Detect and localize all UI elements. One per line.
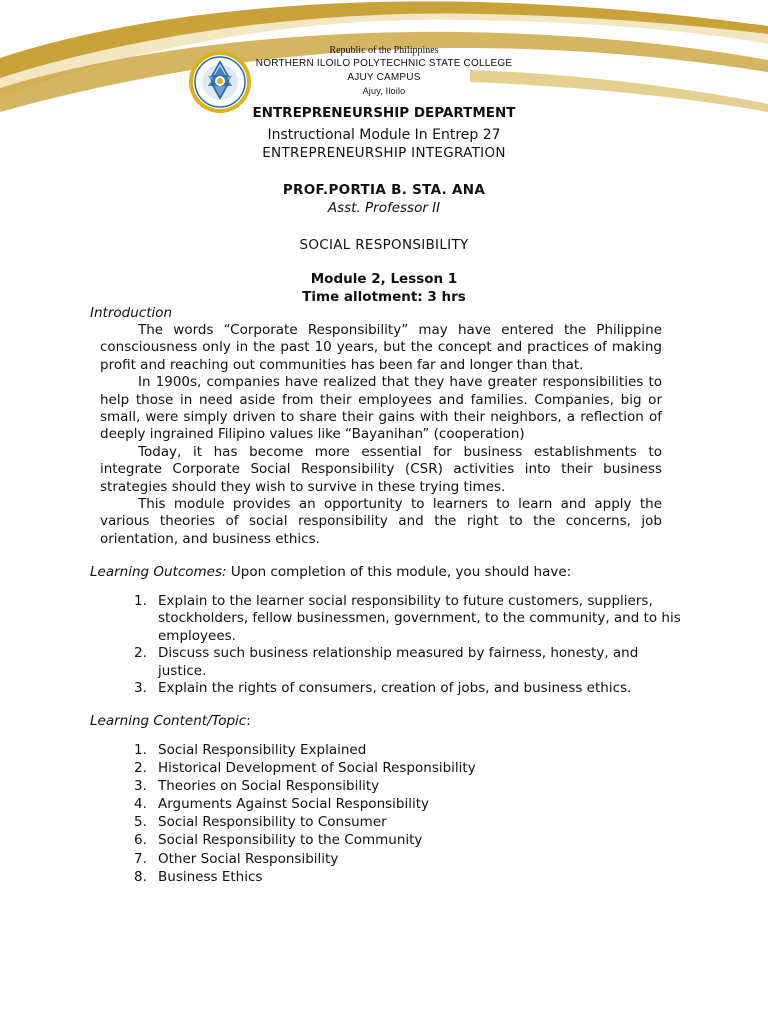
list-text: Historical Development of Social Responsibility xyxy=(158,760,476,777)
list-number: 4. xyxy=(134,796,147,813)
list-item xyxy=(134,593,682,645)
list-number: 3. xyxy=(134,778,147,795)
list-item xyxy=(134,796,682,814)
list-number: 1. xyxy=(134,593,147,609)
intro-paragraph: Today, it has become more essential for business establishments to integrate Corporate Social Responsibility (CSR) activities into their business strategies should they wish to survive in these trying times. xyxy=(100,443,662,495)
content-list xyxy=(134,742,682,887)
list-item xyxy=(134,814,682,832)
list-item xyxy=(134,645,682,680)
topic-title: SOCIAL RESPONSIBILITY xyxy=(299,237,469,253)
outcomes-heading xyxy=(90,564,571,580)
introduction-label: Introduction xyxy=(90,305,173,321)
list-text: Explain the rights of consumers, creation of jobs, and business ethics. xyxy=(158,680,632,697)
introduction-body xyxy=(100,322,662,548)
professor-title: Asst. Professor II xyxy=(327,200,441,216)
list-text: Business Ethics xyxy=(158,868,263,885)
list-number: 2. xyxy=(134,760,147,777)
list-number: 1. xyxy=(134,742,147,758)
list-number: 6. xyxy=(134,832,147,849)
college-name: NORTHERN ILOILO POLYTECHNIC STATE COLLEGE xyxy=(255,58,513,69)
campus-name: AJUY CAMPUS xyxy=(347,72,421,83)
list-number: 5. xyxy=(134,814,147,831)
list-number: 3. xyxy=(134,680,147,697)
lesson-number: Module 2, Lesson 1 xyxy=(310,271,458,287)
list-number: 2. xyxy=(134,645,147,662)
list-text: Social Responsibility Explained xyxy=(158,742,367,758)
list-text: Social Responsibility to Consumer xyxy=(158,814,387,831)
campus-location: Ajuy, Iloilo xyxy=(362,86,406,96)
intro-paragraph: The words “Corporate Responsibility” may have entered the Philippine consciousness only in the past 10 years, but the concept and practices of making profit and reaching out communities has been far and longer than that. xyxy=(100,322,662,373)
list-text: Discuss such business relationship measured by fairness, honesty, and justice. xyxy=(158,645,639,679)
list-item xyxy=(134,869,682,887)
intro-paragraph: This module provides an opportunity to learners to learn and apply the various theories of social responsibility and the right to the concerns, job orientation, and business ethics. xyxy=(100,496,662,547)
list-text: Arguments Against Social Responsibility xyxy=(158,796,430,813)
professor-name: PROF.PORTIA B. STA. ANA xyxy=(282,182,486,198)
list-text: Social Responsibility to the Community xyxy=(158,832,423,849)
list-item xyxy=(134,832,682,850)
list-text: Other Social Responsibility xyxy=(158,850,339,867)
list-number: 7. xyxy=(134,850,147,867)
list-item xyxy=(134,851,682,869)
list-text: Theories on Social Responsibility xyxy=(158,778,380,795)
outcomes-label: Learning Outcomes: xyxy=(90,564,227,580)
course-name xyxy=(0,145,768,161)
content-label: Learning Content/Topic xyxy=(90,713,247,729)
content-colon: : xyxy=(246,713,251,729)
list-item xyxy=(134,760,682,778)
intro-paragraph: In 1900s, companies have realized that they have greater responsibilities to help those in need aside from their employees and families. Companies, big or small, were simply driven to share their gains with their neighbors, a reflection of deeply ingrained Filipino values like “Bayanihan” (cooperation) xyxy=(100,374,662,443)
outcomes-list xyxy=(134,593,682,697)
list-item xyxy=(134,680,682,697)
list-item xyxy=(134,778,682,796)
time-allotment: Time allotment: 3 hrs xyxy=(302,289,466,305)
module-title: Instructional Module In Entrep 27 xyxy=(267,127,501,143)
list-text: Explain to the learner social responsibility to future customers, suppliers, stockholders, fellow businessmen, government, to the community, and to his employees. xyxy=(158,593,681,644)
list-item xyxy=(134,742,682,760)
content-heading xyxy=(90,713,251,729)
republic-line: Republic of the Philippines xyxy=(329,45,439,56)
outcomes-intro: Upon completion of this module, you should have: xyxy=(226,564,572,580)
course-name-text: ENTREPRENEURSHIP INTEGRATION xyxy=(262,145,506,161)
list-number: 8. xyxy=(134,868,147,885)
department-name: ENTREPRENEURSHIP DEPARTMENT xyxy=(252,105,516,121)
